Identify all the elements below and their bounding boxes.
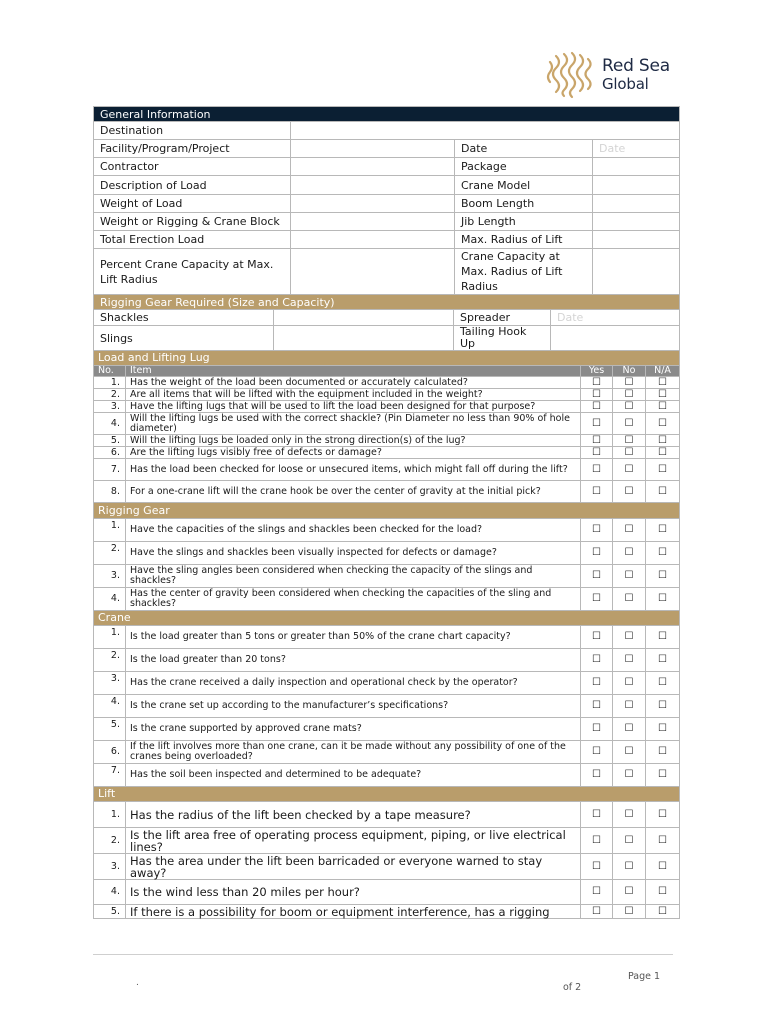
na-checkbox[interactable]: ☐ bbox=[646, 519, 680, 542]
percent-capacity-field[interactable] bbox=[291, 249, 455, 295]
column-header-row bbox=[94, 366, 680, 377]
yes-checkbox[interactable]: ☐ bbox=[581, 377, 613, 389]
yes-checkbox[interactable]: ☐ bbox=[581, 828, 613, 854]
item-number: 3. bbox=[94, 401, 126, 413]
na-checkbox[interactable]: ☐ bbox=[646, 695, 680, 718]
na-checkbox[interactable]: ☐ bbox=[646, 542, 680, 565]
section-header bbox=[94, 787, 680, 802]
no-checkbox[interactable]: ☐ bbox=[613, 588, 646, 611]
no-checkbox[interactable]: ☐ bbox=[613, 447, 646, 459]
contractor-label: Contractor bbox=[94, 158, 291, 176]
yes-checkbox[interactable]: ☐ bbox=[581, 718, 613, 741]
section-header bbox=[94, 351, 680, 366]
item-number: 2. bbox=[94, 542, 126, 565]
no-checkbox[interactable]: ☐ bbox=[613, 413, 646, 435]
facility-label: Facility/Program/Project bbox=[94, 140, 291, 158]
yes-checkbox[interactable]: ☐ bbox=[581, 880, 613, 905]
contractor-field[interactable] bbox=[291, 158, 455, 176]
no-checkbox[interactable]: ☐ bbox=[613, 880, 646, 905]
yes-checkbox[interactable]: ☐ bbox=[581, 389, 613, 401]
no-checkbox[interactable]: ☐ bbox=[613, 459, 646, 481]
na-checkbox[interactable]: ☐ bbox=[646, 672, 680, 695]
item-text: Is the load greater than 20 tons? bbox=[126, 649, 581, 672]
item-text: Are all items that will be lifted with the equipment included in the weight? bbox=[126, 389, 581, 401]
rigging-weight-field[interactable] bbox=[291, 213, 455, 231]
col-yes-header: Yes bbox=[581, 366, 613, 377]
na-checkbox[interactable]: ☐ bbox=[646, 854, 680, 880]
destination-label: Destination bbox=[94, 122, 291, 140]
item-number: 1. bbox=[94, 519, 126, 542]
checklist-row bbox=[94, 764, 680, 787]
section-title: Load and Lifting Lug bbox=[94, 351, 680, 366]
checklist-row bbox=[94, 880, 680, 905]
section-header bbox=[94, 503, 680, 519]
general-information-table bbox=[93, 106, 680, 295]
na-checkbox[interactable]: ☐ bbox=[646, 401, 680, 413]
yes-checkbox[interactable]: ☐ bbox=[581, 588, 613, 611]
slings-label: Slings bbox=[94, 326, 274, 351]
checklist-row bbox=[94, 389, 680, 401]
general-information-header: General Information bbox=[94, 107, 680, 122]
item-text: Is the crane set up according to the manufacturer’s specifications? bbox=[126, 695, 581, 718]
checklist-row bbox=[94, 481, 680, 503]
no-checkbox[interactable]: ☐ bbox=[613, 764, 646, 787]
shackles-label: Shackles bbox=[94, 310, 274, 326]
spreader-field[interactable]: Date bbox=[551, 310, 680, 326]
package-label: Package bbox=[455, 158, 593, 176]
na-checkbox[interactable]: ☐ bbox=[646, 447, 680, 459]
item-text: Has the crane received a daily inspection and operational check by the operator? bbox=[126, 672, 581, 695]
yes-checkbox[interactable]: ☐ bbox=[581, 519, 613, 542]
checklist-row bbox=[94, 413, 680, 435]
na-checkbox[interactable]: ☐ bbox=[646, 905, 680, 919]
yes-checkbox[interactable]: ☐ bbox=[581, 905, 613, 919]
item-text: If there is a possibility for boom or equipment interference, has a rigging bbox=[126, 905, 581, 919]
no-checkbox[interactable]: ☐ bbox=[613, 718, 646, 741]
section-title: Rigging Gear bbox=[94, 503, 680, 519]
percent-capacity-label: Percent Crane Capacity at Max. Lift Radius bbox=[94, 249, 291, 295]
na-checkbox[interactable]: ☐ bbox=[646, 649, 680, 672]
yes-checkbox[interactable]: ☐ bbox=[581, 565, 613, 588]
package-field[interactable] bbox=[593, 158, 680, 176]
checklist-row bbox=[94, 649, 680, 672]
weight-field[interactable] bbox=[291, 195, 455, 213]
checklist-row bbox=[94, 377, 680, 389]
yes-checkbox[interactable]: ☐ bbox=[581, 672, 613, 695]
total-erection-label: Total Erection Load bbox=[94, 231, 291, 249]
item-text: Will the lifting lugs be used with the correct shackle? (Pin Diameter no less than 90% of hole diameter) bbox=[126, 413, 581, 435]
yes-checkbox[interactable]: ☐ bbox=[581, 802, 613, 828]
slings-field[interactable] bbox=[274, 326, 454, 351]
item-number: 1. bbox=[94, 802, 126, 828]
crane-capacity-field[interactable] bbox=[593, 249, 680, 295]
yes-checkbox[interactable]: ☐ bbox=[581, 764, 613, 787]
item-number: 3. bbox=[94, 854, 126, 880]
yes-checkbox[interactable]: ☐ bbox=[581, 481, 613, 503]
item-text: Have the sling angles been considered when checking the capacity of the slings and shackles? bbox=[126, 565, 581, 588]
na-checkbox[interactable]: ☐ bbox=[646, 565, 680, 588]
weight-label: Weight of Load bbox=[94, 195, 291, 213]
item-number: 5. bbox=[94, 718, 126, 741]
item-text: Has the weight of the load been documented or accurately calculated? bbox=[126, 377, 581, 389]
shackles-field[interactable] bbox=[274, 310, 454, 326]
item-number: 6. bbox=[94, 447, 126, 459]
rigging-required-header: Rigging Gear Required (Size and Capacity) bbox=[94, 295, 680, 310]
item-text: Is the lift area free of operating process equipment, piping, or live electrical lines? bbox=[126, 828, 581, 854]
item-text: Have the lifting lugs that will be used to lift the load been designed for that purpose? bbox=[126, 401, 581, 413]
logo-text-line2: Global bbox=[602, 75, 649, 93]
boom-length-field[interactable] bbox=[593, 195, 680, 213]
footer-mark: . bbox=[136, 978, 139, 988]
checklist-row bbox=[94, 718, 680, 741]
yes-checkbox[interactable]: ☐ bbox=[581, 649, 613, 672]
description-field[interactable] bbox=[291, 176, 455, 195]
jib-length-field[interactable] bbox=[593, 213, 680, 231]
no-checkbox[interactable]: ☐ bbox=[613, 672, 646, 695]
spreader-label: Spreader bbox=[454, 310, 551, 326]
item-text: Is the wind less than 20 miles per hour? bbox=[126, 880, 581, 905]
na-checkbox[interactable]: ☐ bbox=[646, 377, 680, 389]
yes-checkbox[interactable]: ☐ bbox=[581, 741, 613, 764]
col-no-header: No. bbox=[94, 366, 126, 377]
col-na-header: N/A bbox=[646, 366, 680, 377]
item-number: 7. bbox=[94, 764, 126, 787]
yes-checkbox[interactable]: ☐ bbox=[581, 435, 613, 447]
na-checkbox[interactable]: ☐ bbox=[646, 626, 680, 649]
item-text: Is the load greater than 5 tons or greater than 50% of the crane chart capacity? bbox=[126, 626, 581, 649]
rigging-weight-label: Weight or Rigging & Crane Block bbox=[94, 213, 291, 231]
item-text: Have the slings and shackles been visually inspected for defects or damage? bbox=[126, 542, 581, 565]
item-number: 6. bbox=[94, 741, 126, 764]
item-text: Are the lifting lugs visibly free of defects or damage? bbox=[126, 447, 581, 459]
item-number: 5. bbox=[94, 435, 126, 447]
no-checkbox[interactable]: ☐ bbox=[613, 542, 646, 565]
no-checkbox[interactable]: ☐ bbox=[613, 802, 646, 828]
checklist-row bbox=[94, 588, 680, 611]
crane-capacity-label: Crane Capacity at Max. Radius of Lift Radius bbox=[455, 249, 593, 295]
na-checkbox[interactable]: ☐ bbox=[646, 481, 680, 503]
yes-checkbox[interactable]: ☐ bbox=[581, 459, 613, 481]
checklist-row bbox=[94, 542, 680, 565]
col-no-answer-header: No bbox=[613, 366, 646, 377]
item-number: 5. bbox=[94, 905, 126, 919]
checklist-row bbox=[94, 741, 680, 764]
no-checkbox[interactable]: ☐ bbox=[613, 905, 646, 919]
na-checkbox[interactable]: ☐ bbox=[646, 828, 680, 854]
item-number: 2. bbox=[94, 828, 126, 854]
na-checkbox[interactable]: ☐ bbox=[646, 741, 680, 764]
na-checkbox[interactable]: ☐ bbox=[646, 389, 680, 401]
no-checkbox[interactable]: ☐ bbox=[613, 854, 646, 880]
item-text: If the lift involves more than one crane, can it be made without any possibility of one of the cranes being overloaded? bbox=[126, 741, 581, 764]
no-checkbox[interactable]: ☐ bbox=[613, 565, 646, 588]
item-text: For a one-crane lift will the crane hook be over the center of gravity at the initial pick? bbox=[126, 481, 581, 503]
logo-text-line1: Red Sea bbox=[602, 56, 670, 76]
no-checkbox[interactable]: ☐ bbox=[613, 519, 646, 542]
jib-length-label: Jib Length bbox=[455, 213, 593, 231]
section-header bbox=[94, 611, 680, 626]
item-number: 4. bbox=[94, 695, 126, 718]
checklist-row bbox=[94, 672, 680, 695]
na-checkbox[interactable]: ☐ bbox=[646, 718, 680, 741]
date-field[interactable]: Date bbox=[593, 140, 680, 158]
logo-wave-icon bbox=[546, 50, 598, 100]
max-radius-field[interactable] bbox=[593, 231, 680, 249]
total-erection-field[interactable] bbox=[291, 231, 455, 249]
checklist-row bbox=[94, 459, 680, 481]
boom-length-label: Boom Length bbox=[455, 195, 593, 213]
yes-checkbox[interactable]: ☐ bbox=[581, 447, 613, 459]
page-number: Page 1 bbox=[628, 971, 661, 982]
crane-model-label: Crane Model bbox=[455, 176, 593, 195]
yes-checkbox[interactable]: ☐ bbox=[581, 854, 613, 880]
item-text: Has the radius of the lift been checked by a tape measure? bbox=[126, 802, 581, 828]
no-checkbox[interactable]: ☐ bbox=[613, 389, 646, 401]
checklist-row bbox=[94, 565, 680, 588]
no-checkbox[interactable]: ☐ bbox=[613, 649, 646, 672]
checklist-row bbox=[94, 695, 680, 718]
destination-field[interactable] bbox=[291, 122, 680, 140]
item-number: 4. bbox=[94, 880, 126, 905]
checklist-row bbox=[94, 854, 680, 880]
item-number: 2. bbox=[94, 389, 126, 401]
item-text: Has the center of gravity been considered when checking the capacities of the sling and shackles? bbox=[126, 588, 581, 611]
item-number: 7. bbox=[94, 459, 126, 481]
section-title: Lift bbox=[94, 787, 680, 802]
checklist-row bbox=[94, 447, 680, 459]
na-checkbox[interactable]: ☐ bbox=[646, 435, 680, 447]
na-checkbox[interactable]: ☐ bbox=[646, 588, 680, 611]
item-number: 1. bbox=[94, 626, 126, 649]
col-item-header: Item bbox=[126, 366, 581, 377]
yes-checkbox[interactable]: ☐ bbox=[581, 626, 613, 649]
item-text: Is the crane supported by approved crane mats? bbox=[126, 718, 581, 741]
no-checkbox[interactable]: ☐ bbox=[613, 481, 646, 503]
yes-checkbox[interactable]: ☐ bbox=[581, 695, 613, 718]
description-label: Description of Load bbox=[94, 176, 291, 195]
na-checkbox[interactable]: ☐ bbox=[646, 802, 680, 828]
item-number: 3. bbox=[94, 672, 126, 695]
checklist-row bbox=[94, 802, 680, 828]
checklist-row bbox=[94, 828, 680, 854]
checklist-row bbox=[94, 626, 680, 649]
no-checkbox[interactable]: ☐ bbox=[613, 695, 646, 718]
rigging-gear-required-table bbox=[93, 294, 680, 351]
no-checkbox[interactable]: ☐ bbox=[613, 435, 646, 447]
item-number: 3. bbox=[94, 565, 126, 588]
item-number: 8. bbox=[94, 481, 126, 503]
na-checkbox[interactable]: ☐ bbox=[646, 880, 680, 905]
facility-field[interactable] bbox=[291, 140, 455, 158]
item-number: 4. bbox=[94, 413, 126, 435]
na-checkbox[interactable]: ☐ bbox=[646, 413, 680, 435]
na-checkbox[interactable]: ☐ bbox=[646, 764, 680, 787]
tailing-hook-label: Tailing Hook Up bbox=[454, 326, 551, 351]
date-label: Date bbox=[455, 140, 593, 158]
yes-checkbox[interactable]: ☐ bbox=[581, 542, 613, 565]
yes-checkbox[interactable]: ☐ bbox=[581, 413, 613, 435]
item-text: Have the capacities of the slings and shackles been checked for the load? bbox=[126, 519, 581, 542]
max-radius-label: Max. Radius of Lift bbox=[455, 231, 593, 249]
checklist-row bbox=[94, 519, 680, 542]
item-text: Has the area under the lift been barricaded or everyone warned to stay away? bbox=[126, 854, 581, 880]
no-checkbox[interactable]: ☐ bbox=[613, 741, 646, 764]
item-text: Has the load been checked for loose or unsecured items, which might fall off during the lift? bbox=[126, 459, 581, 481]
tailing-hook-field[interactable] bbox=[551, 326, 680, 351]
no-checkbox[interactable]: ☐ bbox=[613, 626, 646, 649]
page-total: of 2 bbox=[563, 982, 582, 993]
yes-checkbox[interactable]: ☐ bbox=[581, 401, 613, 413]
no-checkbox[interactable]: ☐ bbox=[613, 377, 646, 389]
checklist-row bbox=[94, 435, 680, 447]
item-number: 1. bbox=[94, 377, 126, 389]
checklist-row bbox=[94, 905, 680, 919]
checklist-table bbox=[93, 350, 680, 919]
item-text: Has the soil been inspected and determined to be adequate? bbox=[126, 764, 581, 787]
item-number: 2. bbox=[94, 649, 126, 672]
na-checkbox[interactable]: ☐ bbox=[646, 459, 680, 481]
footer-divider bbox=[93, 954, 673, 955]
checklist-row bbox=[94, 401, 680, 413]
item-number: 4. bbox=[94, 588, 126, 611]
section-title: Crane bbox=[94, 611, 680, 626]
no-checkbox[interactable]: ☐ bbox=[613, 401, 646, 413]
crane-model-field[interactable] bbox=[593, 176, 680, 195]
item-text: Will the lifting lugs be loaded only in the strong direction(s) of the lug? bbox=[126, 435, 581, 447]
no-checkbox[interactable]: ☐ bbox=[613, 828, 646, 854]
company-logo bbox=[546, 50, 686, 100]
